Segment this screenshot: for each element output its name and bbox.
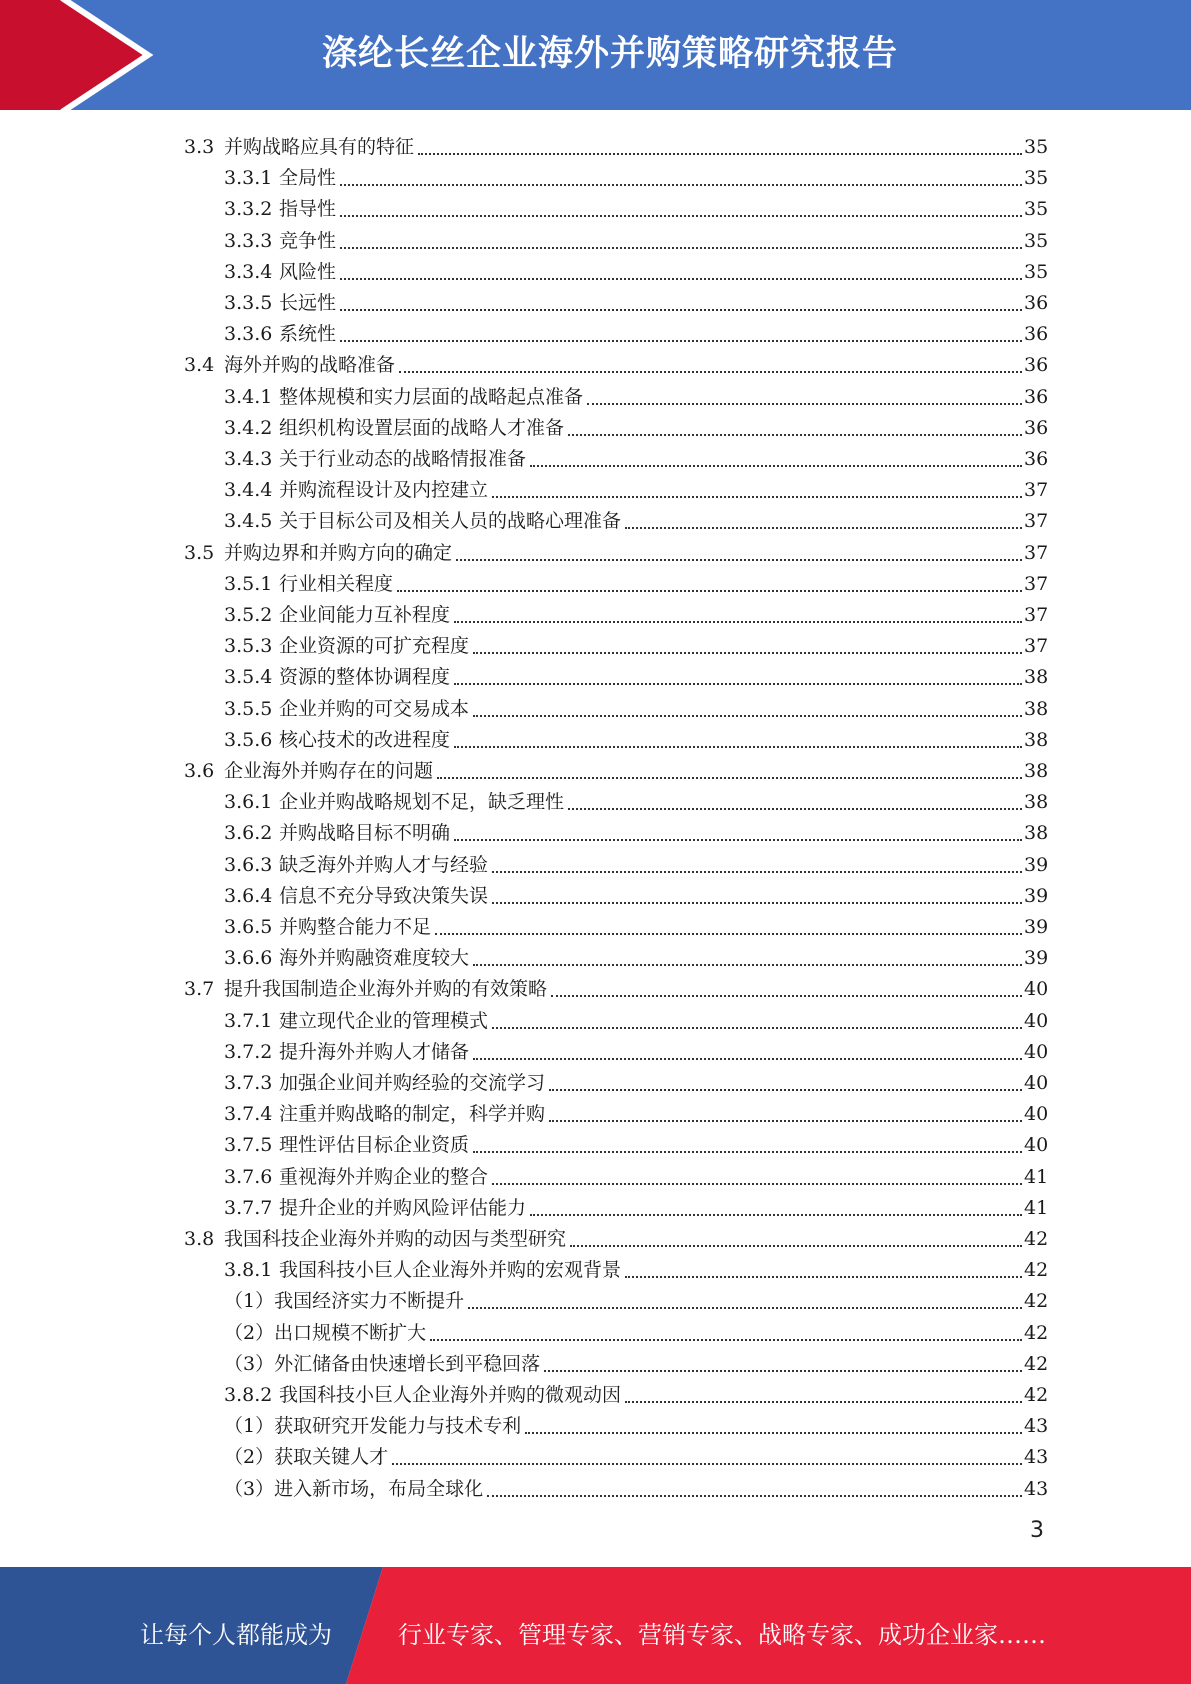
toc-entry-title: 行业相关程度: [279, 572, 394, 595]
toc-entry-page: 36: [1024, 448, 1049, 470]
toc-entry[interactable]: [0, 1345, 1191, 1376]
toc-entry-number: 3.6.6: [224, 947, 273, 970]
toc-entry[interactable]: [0, 721, 1191, 752]
toc-entry-title: 组织机构设置层面的战略人才准备: [279, 416, 565, 439]
toc-dot-leader: [625, 527, 1022, 529]
toc-dot-leader: [473, 715, 1022, 717]
toc-entry[interactable]: [0, 159, 1191, 190]
toc-entry-page: 37: [1024, 510, 1049, 533]
toc-dot-leader: [435, 933, 1022, 935]
toc-entry[interactable]: [0, 128, 1191, 159]
toc-entry-page: 39: [1024, 947, 1049, 970]
toc-entry-page: 43: [1024, 1477, 1049, 1500]
toc-entry-page: 43: [1024, 1446, 1049, 1469]
toc-entry-title: 系统性: [279, 323, 337, 346]
toc-entry-number: 3.6.2: [224, 822, 273, 845]
toc-entry[interactable]: [0, 1376, 1191, 1407]
toc-entry[interactable]: [0, 1095, 1191, 1126]
toc-entry-title: 理性评估目标企业资质: [279, 1134, 470, 1157]
toc-entry-number: 3.3.4: [224, 260, 273, 283]
toc-entry-title: 信息不充分导致决策失误: [279, 884, 489, 907]
toc-entry-title: 重视海外并购企业的整合: [279, 1165, 489, 1188]
toc-entry-number: 3.7.6: [224, 1165, 273, 1188]
toc-entry[interactable]: [0, 1158, 1191, 1189]
toc-entry-title: 风险性: [279, 260, 337, 283]
toc-entry-number: 3.7.1: [224, 1009, 273, 1032]
toc-entry-title: 企业并购战略规划不足，缺乏理性: [279, 791, 565, 814]
toc-entry-number: （1）: [224, 1415, 275, 1438]
toc-entry-title: 出口规模不断扩大: [274, 1321, 427, 1344]
toc-entry-number: 3.4.2: [224, 416, 273, 439]
toc-entry[interactable]: [0, 970, 1191, 1001]
toc-dot-leader: [340, 309, 1022, 311]
toc-entry-title: 核心技术的改进程度: [279, 728, 451, 751]
toc-entry-page: 40: [1024, 1072, 1049, 1094]
toc-entry[interactable]: [0, 190, 1191, 221]
toc-entry-number: （3）: [224, 1352, 275, 1375]
toc-dot-leader: [454, 746, 1022, 748]
toc-dot-leader: [340, 340, 1022, 342]
toc-dot-leader: [568, 434, 1022, 436]
toc-entry-page: 42: [1024, 1384, 1049, 1406]
toc-entry-number: 3.4.5: [224, 510, 273, 533]
toc-dot-leader: [473, 964, 1022, 966]
toc-entry[interactable]: [0, 1282, 1191, 1313]
toc-entry-title: 资源的整体协调程度: [279, 666, 451, 689]
toc-entry-page: 38: [1024, 760, 1049, 782]
toc-entry[interactable]: [0, 783, 1191, 814]
toc-entry[interactable]: [0, 877, 1191, 908]
toc-dot-leader: [468, 1307, 1022, 1309]
toc-dot-leader: [340, 247, 1022, 249]
toc-entry-page: 39: [1024, 853, 1049, 876]
toc-entry-title: 并购边界和并购方向的确定: [224, 541, 453, 564]
toc-entry-title: 建立现代企业的管理模式: [279, 1009, 489, 1032]
toc-entry-page: 41: [1024, 1165, 1049, 1188]
toc-entry-page: 40: [1024, 1103, 1049, 1126]
toc-entry[interactable]: [0, 627, 1191, 658]
toc-dot-leader: [437, 777, 1022, 779]
toc-entry[interactable]: [0, 284, 1191, 315]
toc-entry-title: 进入新市场，布局全球化: [274, 1477, 484, 1500]
toc-entry-number: 3.8.1: [224, 1259, 273, 1282]
toc-entry-title: 并购整合能力不足: [279, 916, 432, 938]
toc-entry-title: 我国经济实力不断提升: [274, 1290, 465, 1313]
toc-entry-title: 我国科技小巨人企业海外并购的微观动因: [279, 1384, 622, 1406]
toc-dot-leader: [340, 215, 1022, 217]
toc-dot-leader: [492, 1027, 1022, 1029]
toc-entry-title: 并购流程设计及内控建立: [279, 479, 489, 502]
toc-dot-leader: [430, 1339, 1022, 1341]
toc-entry-page: 36: [1024, 416, 1049, 439]
toc-dot-leader: [473, 1058, 1022, 1060]
toc-entry-page: 40: [1024, 1009, 1049, 1032]
toc-entry-number: 3.6.3: [224, 853, 273, 876]
toc-entry-title: 获取研究开发能力与技术专利: [274, 1415, 522, 1438]
toc-entry-title: 加强企业间并购经验的交流学习: [279, 1072, 546, 1094]
toc-entry[interactable]: [0, 1407, 1191, 1438]
toc-entry-page: 42: [1024, 1259, 1049, 1282]
toc-entry-number: 3.4: [184, 354, 215, 377]
toc-dot-leader: [418, 153, 1022, 155]
toc-entry-page: 39: [1024, 884, 1049, 907]
toc-dot-leader: [473, 652, 1022, 654]
toc-entry-number: 3.7.4: [224, 1103, 273, 1126]
toc-entry[interactable]: [0, 596, 1191, 627]
toc-entry-number: 3.3.1: [224, 167, 273, 190]
toc-entry-title: 我国科技企业海外并购的动因与类型研究: [224, 1228, 567, 1250]
toc-entry[interactable]: [0, 471, 1191, 502]
toc-entry-page: 37: [1024, 479, 1049, 502]
toc-entry[interactable]: [0, 908, 1191, 939]
toc-dot-leader: [487, 1495, 1022, 1497]
toc-entry-page: 42: [1024, 1228, 1049, 1250]
toc-dot-leader: [530, 465, 1022, 467]
toc-entry-page: 35: [1024, 229, 1049, 252]
toc-entry[interactable]: [0, 409, 1191, 440]
toc-entry-title: 海外并购的战略准备: [224, 354, 396, 377]
toc-entry-title: 企业资源的可扩充程度: [279, 635, 470, 658]
footer-slogan-right: 行业专家、管理专家、营销专家、战略专家、成功企业家……: [398, 1621, 1046, 1649]
toc-dot-leader: [456, 559, 1022, 561]
toc-dot-leader: [397, 590, 1022, 592]
toc-entry-number: 3.3.2: [224, 198, 273, 221]
toc-entry-number: 3.7.5: [224, 1134, 273, 1157]
toc-entry[interactable]: [0, 1314, 1191, 1345]
toc-entry-title: 竞争性: [279, 229, 337, 252]
toc-entry-page: 38: [1024, 791, 1049, 814]
toc-dot-leader: [625, 1401, 1022, 1403]
toc-dot-leader: [551, 995, 1022, 997]
toc-entry-page: 42: [1024, 1290, 1049, 1313]
toc-dot-leader: [525, 1432, 1022, 1434]
toc-entry-title: 全局性: [279, 167, 337, 190]
toc-dot-leader: [340, 184, 1022, 186]
toc-entry-number: 3.5.3: [224, 635, 273, 658]
toc-dot-leader: [492, 871, 1022, 873]
toc-entry-page: 43: [1024, 1415, 1049, 1438]
toc-entry-page: 36: [1024, 323, 1049, 346]
toc-entry-page: 39: [1024, 916, 1049, 938]
toc-dot-leader: [568, 808, 1022, 810]
toc-entry-number: （1）: [224, 1290, 275, 1313]
report-title: 涤纶长丝企业海外并购策略研究报告: [321, 34, 898, 74]
toc-entry-page: 37: [1024, 572, 1049, 595]
toc-entry-number: 3.8.2: [224, 1384, 273, 1406]
toc-entry-title: 提升我国制造企业海外并购的有效策略: [224, 978, 548, 1001]
toc-entry[interactable]: [0, 378, 1191, 409]
toc-entry-number: 3.3: [184, 136, 215, 158]
toc-entry-title: 指导性: [279, 198, 337, 221]
toc-entry-page: 35: [1024, 198, 1049, 221]
toc-dot-leader: [492, 902, 1022, 904]
toc-dot-leader: [454, 621, 1022, 623]
toc-entry-page: 38: [1024, 728, 1049, 751]
toc-entry-page: 36: [1024, 385, 1049, 408]
toc-entry-number: 3.4.1: [224, 385, 273, 408]
toc-entry-title: 提升企业的并购风险评估能力: [279, 1196, 527, 1219]
toc-entry-title: 企业并购的可交易成本: [279, 697, 470, 720]
toc-dot-leader: [473, 1151, 1022, 1153]
toc-entry-page: 37: [1024, 541, 1049, 564]
toc-entry-page: 37: [1024, 604, 1049, 626]
toc-entry-page: 41: [1024, 1196, 1049, 1219]
toc-entry-page: 42: [1024, 1321, 1049, 1344]
toc-dot-leader: [492, 1183, 1022, 1185]
toc-entry[interactable]: [0, 939, 1191, 970]
toc-dot-leader: [587, 403, 1022, 405]
toc-entry-title: 关于行业动态的战略情报准备: [279, 448, 527, 470]
toc-entry-number: （2）: [224, 1446, 275, 1469]
toc-entry-page: 35: [1024, 167, 1049, 190]
toc-dot-leader: [549, 1089, 1022, 1091]
toc-dot-leader: [570, 1245, 1022, 1247]
toc-entry-page: 42: [1024, 1352, 1049, 1375]
toc-entry-number: 3.3.5: [224, 292, 273, 314]
toc-entry-page: 35: [1024, 260, 1049, 283]
toc-entry-number: 3.8: [184, 1228, 215, 1250]
toc-entry-page: 35: [1024, 136, 1049, 158]
toc-entry-page: 38: [1024, 822, 1049, 845]
toc-entry-title: 注重并购战略的制定，科学并购: [279, 1103, 546, 1126]
toc-entry[interactable]: [0, 1033, 1191, 1064]
toc-entry[interactable]: [0, 253, 1191, 284]
toc-entry-page: 40: [1024, 978, 1049, 1001]
toc-dot-leader: [392, 1463, 1022, 1465]
toc-entry-title: 长远性: [279, 292, 337, 314]
toc-entry[interactable]: [0, 565, 1191, 596]
toc-dot-leader: [340, 278, 1022, 280]
toc-entry-page: 36: [1024, 354, 1049, 377]
footer-band: [0, 1567, 1191, 1684]
toc-entry-page: 38: [1024, 666, 1049, 689]
toc-entry-number: 3.7.2: [224, 1040, 273, 1063]
toc-entry[interactable]: [0, 440, 1191, 471]
toc-entry-number: 3.5.4: [224, 666, 273, 689]
toc-entry-number: 3.5.2: [224, 604, 273, 626]
toc-entry-title: 我国科技小巨人企业海外并购的宏观背景: [279, 1259, 622, 1282]
toc-entry-number: 3.5.1: [224, 572, 273, 595]
toc-entry-number: 3.6.1: [224, 791, 273, 814]
toc-entry-title: 海外并购融资难度较大: [279, 947, 470, 970]
toc-entry-number: 3.4.4: [224, 479, 273, 502]
toc-entry-number: （2）: [224, 1321, 275, 1344]
toc-entry-number: 3.5.5: [224, 697, 273, 720]
toc-entry-number: 3.7: [184, 978, 215, 1001]
toc-entry[interactable]: [0, 222, 1191, 253]
toc-entry-number: 3.3.6: [224, 323, 273, 346]
toc-entry-title: 提升海外并购人才储备: [279, 1040, 470, 1063]
toc-dot-leader: [625, 1276, 1022, 1278]
page-number: 3: [1030, 1518, 1044, 1543]
toc-entry-page: 38: [1024, 697, 1049, 720]
toc-dot-leader: [399, 371, 1022, 373]
toc-dot-leader: [454, 683, 1022, 685]
toc-entry-title: 缺乏海外并购人才与经验: [279, 853, 489, 876]
toc-entry[interactable]: [0, 315, 1191, 346]
toc-entry-number: （3）: [224, 1477, 275, 1500]
toc-entry-title: 外汇储备由快速增长到平稳回落: [274, 1352, 541, 1375]
toc-entry-page: 37: [1024, 635, 1049, 658]
footer-slogan-left: 让每个人都能成为: [140, 1621, 332, 1649]
toc-entry[interactable]: [0, 1251, 1191, 1282]
toc-entry[interactable]: [0, 346, 1191, 377]
toc-entry-title: 企业海外并购存在的问题: [224, 760, 434, 782]
toc-entry-number: 3.6: [184, 760, 215, 782]
toc-entry[interactable]: [0, 814, 1191, 845]
toc-entry-title: 企业间能力互补程度: [279, 604, 451, 626]
toc-entry-title: 并购战略目标不明确: [279, 822, 451, 845]
toc-entry[interactable]: [0, 846, 1191, 877]
toc-entry[interactable]: [0, 502, 1191, 533]
toc-dot-leader: [492, 496, 1022, 498]
toc-entry-number: 3.3.3: [224, 229, 273, 252]
toc-entry[interactable]: [0, 1189, 1191, 1220]
header-band: [0, 0, 1191, 110]
toc-entry[interactable]: [0, 752, 1191, 783]
toc-entry-title: 获取关键人才: [274, 1446, 389, 1469]
toc-entry-number: 3.5: [184, 541, 215, 564]
toc-dot-leader: [454, 839, 1022, 841]
toc-entry[interactable]: [0, 1470, 1191, 1501]
toc-entry[interactable]: [0, 1002, 1191, 1033]
toc-entry[interactable]: [0, 690, 1191, 721]
toc-entry-number: 3.7.7: [224, 1196, 273, 1219]
header-arrow-graphic: [0, 0, 160, 110]
toc-entry-title: 整体规模和实力层面的战略起点准备: [279, 385, 584, 408]
toc-entry-number: 3.7.3: [224, 1072, 273, 1094]
toc-entry-title: 并购战略应具有的特征: [224, 136, 415, 158]
toc-entry-page: 40: [1024, 1134, 1049, 1157]
toc-entry-number: 3.6.4: [224, 884, 273, 907]
toc-entry[interactable]: [0, 1126, 1191, 1157]
toc-entry-page: 36: [1024, 292, 1049, 314]
toc-entry-number: 3.5.6: [224, 728, 273, 751]
toc-dot-leader: [544, 1370, 1022, 1372]
toc-entry[interactable]: [0, 658, 1191, 689]
toc-dot-leader: [530, 1214, 1022, 1216]
toc-entry[interactable]: [0, 1220, 1191, 1251]
toc-entry-number: 3.6.5: [224, 916, 273, 938]
toc-dot-leader: [549, 1120, 1022, 1122]
toc-entry[interactable]: [0, 1438, 1191, 1469]
toc-entry-number: 3.4.3: [224, 448, 273, 470]
toc-entry[interactable]: [0, 1064, 1191, 1095]
toc-entry[interactable]: [0, 534, 1191, 565]
toc-entry-title: 关于目标公司及相关人员的战略心理准备: [279, 510, 622, 533]
toc-entry-page: 40: [1024, 1040, 1049, 1063]
